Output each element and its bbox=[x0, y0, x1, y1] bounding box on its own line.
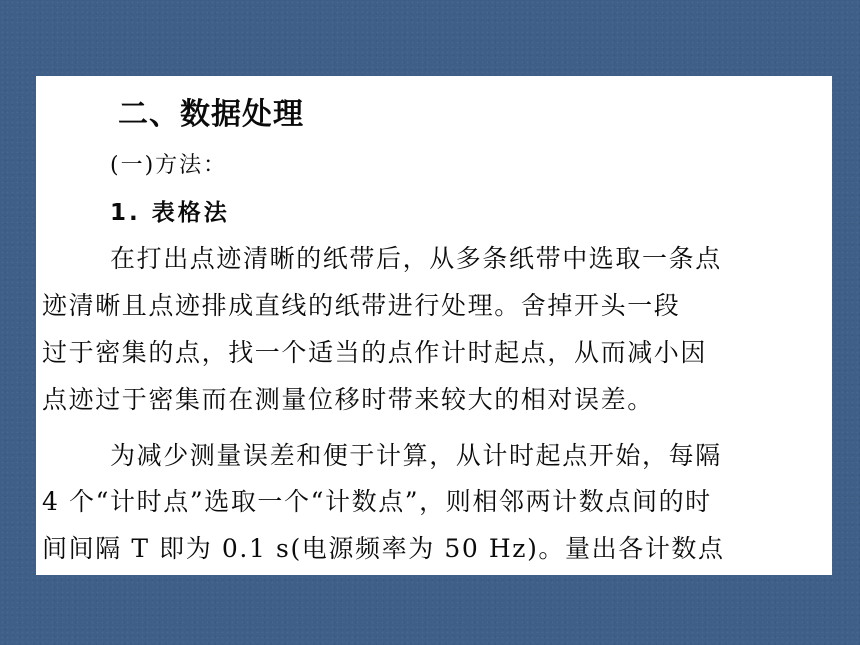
section-heading: 二、数据处理 bbox=[118, 97, 304, 132]
slide-content-panel bbox=[36, 76, 832, 575]
paragraph-line: 迹清晰且点迹排成直线的纸带进行处理。舍掉开头一段 bbox=[42, 291, 681, 320]
paragraph-line: 在打出点迹清晰的纸带后，从多条纸带中选取一条点 bbox=[110, 244, 722, 273]
item-title: 1. 表格法 bbox=[110, 200, 230, 226]
paragraph-line: 点迹过于密集而在测量位移时带来较大的相对误差。 bbox=[42, 385, 654, 414]
paragraph-line: 为减少测量误差和便于计算，从计时起点开始，每隔 bbox=[110, 441, 722, 470]
paragraph-line: 间间隔 T 即为 0.1 s(电源频率为 50 Hz)。量出各计数点 bbox=[42, 534, 725, 563]
paragraph-line: 过于密集的点，找一个适当的点作计时起点，从而减小因 bbox=[42, 338, 708, 367]
paragraph-line: 4 个“计时点”选取一个“计数点”，则相邻两计数点间的时 bbox=[42, 487, 712, 516]
method-subheading: (一)方法： bbox=[110, 153, 228, 178]
